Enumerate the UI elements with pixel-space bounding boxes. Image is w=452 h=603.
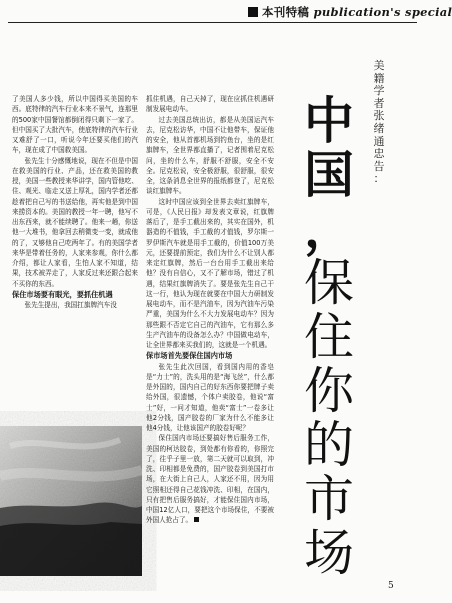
middle-paragraph-1: 抓住机遇，自己天掉了，现在应抓住机遇研制发展电动车。 — [146, 95, 274, 114]
left-paragraph-2: 张先生十分感慨地说，现在不但是中国在救美国的行业、产品，还在救美国的教授，美国一些教授来华讲学，国内管他吃、住、观光、临走又送上厚礼，国内学者还都趁着把自己写的书送给他，再实他是到中国来捞资本的。美国的教授一年一聘，他写不出东西来，就不能续聘了。他来一趟，你送他一大堆书，他拿回去稍微变一变，就成他的了，又够他自己吃两年了。有的美国学者来华是带着任务的，人家来参观，你什么都介绍，都让人家看，生怕人家不知道，结果，技术被弄走了，人家反过来还跟合起来不买你的东西。 — [12, 156, 138, 288]
left-column — [12, 94, 138, 310]
byline-char: 者 — [373, 96, 385, 110]
title-char: 国 — [304, 146, 354, 204]
middle-section-heading: 保市场首先要保住国内市场 — [146, 351, 233, 361]
left-section-paragraph: 张先生提出，我国扛旗牌汽车没 — [24, 301, 117, 309]
header-rule — [8, 22, 417, 23]
middle-paragraph-3: 这时中国应该到全世界去卖红旗牌车，可是，《人民日报》却发表文章说，红旗牌落后了，是手工截出来的，其实在国外，机器造的不值钱，手工截的才值钱，罗尔斯一罗伊斯汽车就是用手工截的，价值100万美元，还要提前预定，我们为什么不让别人都来定红旗牌，然后一台台用手工截出来给他？没有自信心，又不了解市场，错过了机遇，结果红旗牌消失了。要是张先生自己干这一行，他认为现在就要在中国大力研制发展电动车，而不是汽油车，因为汽油车污染严重，美国为什么不大力发展电动车？因为那些跟不否定它自己的汽油车，它有那么多生产汽油车的设备怎么办？中国做电动车，让全世界都来买我们的，这就是一个机遇。 — [146, 197, 274, 349]
page-number: 5 — [388, 581, 394, 591]
middle-section-paragraph-2-text: 保住国内市场还要搞好售后服务工作，美国的柯达胶卷，到处都有你看的，你照完了，往乎子里一放，第二天就可以取到，冲洗、印相都是免费的，国产胶卷到美国打市场，在大街上自己人，人家还不用，因为用它照相还得自己花钱冲洗、印相，在国内，只有把售后服务搞好，才能保住国内市场，中国12亿人口，要把这个市场保住，不要被外国人抢占了。 — [146, 434, 274, 525]
byline-char: 张 — [373, 109, 385, 123]
byline — [369, 60, 389, 186]
left-section-heading: 保住市场要有眼光，要抓住机遇 — [12, 289, 113, 299]
byline-char: 学 — [373, 84, 385, 98]
byline-char: 忠 — [373, 147, 385, 161]
byline-char: 籍 — [373, 71, 385, 85]
title-char: 的 — [304, 416, 354, 474]
title-char: ， — [304, 200, 354, 258]
title-char: 你 — [304, 362, 354, 420]
middle-paragraph-2: 过去美国总统出访，都是从美国运汽车去，尼克松访华，中国不让他带车，保证他的安全，他从首都机场到钓鱼台，坐的是红旗牌车，全世界都直播了，记者围着尼克松问，坐的什么车，舒服不舒服，安全不安全。尼克松说，安全极舒服，很舒服，很安全，这条消息全世界的报纸都登了，尼克松谈红旗牌车。 — [146, 115, 274, 196]
title-char: 保 — [304, 254, 354, 312]
header-label-en: publication's special — [313, 5, 452, 19]
title-char: 中 — [304, 92, 354, 150]
title-char: 场 — [304, 524, 354, 582]
header-label-cn: 本刊特稿 — [262, 5, 310, 19]
byline-char: 美 — [373, 59, 385, 72]
middle-section-paragraph-2 — [146, 433, 274, 525]
title-char: 住 — [304, 308, 354, 366]
middle-column — [146, 94, 274, 526]
title-char: 市 — [304, 470, 354, 528]
left-paragraph-1: 了美国人多少钱，所以中国得买美国的车西。底特律的汽车行业本来不景气，连那里的500家中国餐馆都倒闭得只剩下一家了。但中国买了大批汽车，使底特律的汽车行业又难舒了一口，听说今年还要买他们的汽车，现在成了中国救美国。 — [12, 95, 138, 155]
byline-char: 通 — [373, 134, 385, 148]
byline-char: 告 — [373, 159, 385, 173]
header-label — [262, 4, 452, 20]
middle-section-paragraph-1: 张先生此次回国，看到国内用的香皂是“力士”的，洗头用的是“海飞丝”，什么都是外国的，国内自己的好东西你要把牌子卖给外国，很遗憾，个体户卖胶卷，他说“富士”好，一问才知道，他卖“富士”一卷多让他2分钱，国产胶卷的厂家为什么不能多让他4分钱，让他该国产的胶卷好呢？ — [146, 362, 274, 432]
end-mark-icon — [194, 517, 199, 522]
header-square-icon — [248, 7, 258, 17]
article-title — [286, 94, 372, 580]
illustration-photo — [0, 426, 142, 576]
byline-char: ： — [373, 172, 385, 186]
byline-char: 绪 — [373, 121, 385, 135]
